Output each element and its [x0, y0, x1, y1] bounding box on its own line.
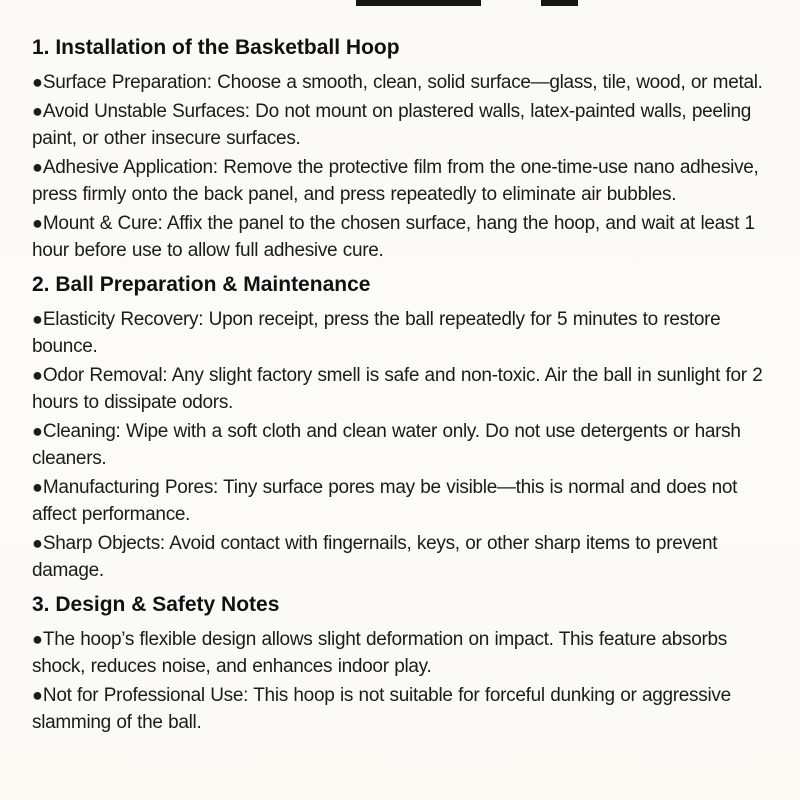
section-heading: 2. Ball Preparation & Maintenance [32, 273, 371, 296]
section-3 [32, 590, 772, 736]
bullet-paragraph [32, 474, 772, 528]
section-heading: 3. Design & Safety Notes [32, 593, 280, 616]
bullet-icon: ● [32, 365, 43, 385]
bullet-text: Sharp Objects: Avoid contact with fingernails, keys, or other sharp items to prevent damage. [32, 533, 718, 581]
bullet-icon: ● [32, 685, 43, 705]
bullet-text: Elasticity Recovery: Upon receipt, press the ball repeatedly for 5 minutes to restore bounce. [32, 309, 721, 357]
bullet-text: Mount & Cure: Affix the panel to the chosen surface, hang the hoop, and wait at least 1 hour before use to allow full adhesive cure. [32, 213, 755, 261]
bullet-icon: ● [32, 72, 43, 92]
bullet-text: Adhesive Application: Remove the protective film from the one-time-use nano adhesive, press firmly onto the back panel, and press repeatedly to eliminate air bubbles. [32, 157, 759, 205]
bullet-text: Cleaning: Wipe with a soft cloth and clean water only. Do not use detergents or harsh cleaners. [32, 421, 741, 469]
cut-off-title-fragment-right [541, 0, 578, 6]
bullet-icon: ● [32, 629, 43, 649]
bullet-icon: ● [32, 101, 43, 121]
bullet-paragraph [32, 154, 772, 208]
bullet-paragraph [32, 418, 772, 472]
section-2 [32, 270, 772, 584]
bullet-icon: ● [32, 213, 43, 233]
bullet-paragraph [32, 69, 772, 96]
bullet-icon: ● [32, 477, 43, 497]
bullet-text: Not for Professional Use: This hoop is not suitable for forceful dunking or aggressive slamming of the ball. [32, 685, 731, 733]
bullet-paragraph [32, 98, 772, 152]
bullet-paragraph [32, 626, 772, 680]
bullet-paragraph [32, 682, 772, 736]
bullet-icon: ● [32, 533, 43, 553]
bullet-paragraph [32, 306, 772, 360]
instruction-document-body [32, 33, 772, 738]
bullet-text: The hoop’s flexible design allows slight deformation on impact. This feature absorbs shock, reduces noise, and enhances indoor play. [32, 629, 727, 677]
section-heading: 1. Installation of the Basketball Hoop [32, 36, 400, 59]
bullet-text: Surface Preparation: Choose a smooth, clean, solid surface—glass, tile, wood, or metal. [42, 72, 763, 93]
bullet-paragraph [32, 362, 772, 416]
bullet-icon: ● [32, 309, 43, 329]
bullet-icon: ● [32, 157, 43, 177]
bullet-paragraph [32, 210, 772, 264]
cut-off-title-fragment-left [356, 0, 481, 6]
section-1 [32, 33, 772, 264]
bullet-icon: ● [32, 421, 43, 441]
bullet-text: Manufacturing Pores: Tiny surface pores may be visible—this is normal and does not affect performance. [32, 477, 738, 525]
bullet-text: Avoid Unstable Surfaces: Do not mount on plastered walls, latex-painted walls, peeling paint, or other insecure surfaces. [32, 101, 751, 149]
bullet-text: Odor Removal: Any slight factory smell is safe and non-toxic. Air the ball in sunlight for 2 hours to dissipate odors. [32, 365, 763, 413]
bullet-paragraph [32, 530, 772, 584]
